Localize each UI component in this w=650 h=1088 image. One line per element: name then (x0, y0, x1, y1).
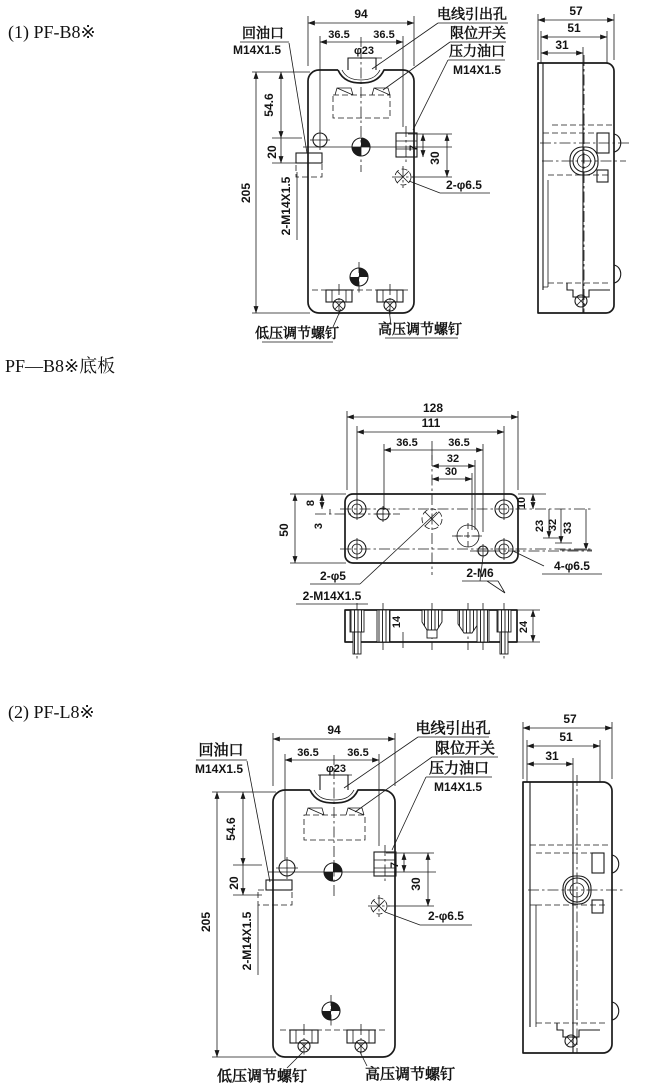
d2-label-low-screw: 低压调节螺钉 (216, 1068, 308, 1085)
d2-dim-7: 7 (389, 861, 401, 869)
d2-side-bottom-screw (557, 1023, 600, 1037)
d1-callout-limit-switch: 限位开关 (450, 25, 506, 41)
d2-side-dim-51: 51 (559, 730, 573, 744)
d1-label-low-screw: 低压调节螺钉 (255, 325, 339, 341)
d2-label-2m14: 2-M14X1.5 (240, 911, 254, 971)
baseplate-title: PF—B8※底板 (5, 356, 116, 376)
bp-dim-36-5-right: 36.5 (448, 437, 470, 449)
bp-dim-8: 8 (305, 499, 317, 507)
drawing2 (8, 702, 625, 1085)
d2-dim-36-5-left: 36.5 (297, 747, 319, 759)
d1-limit-switch-box (333, 95, 390, 118)
d1-high-pressure-screw (377, 284, 403, 315)
d2-dim-54-6: 54.6 (224, 817, 238, 841)
d2-callout-pressure-thread: M14X1.5 (433, 780, 483, 794)
d1-dim-36-5-left: 36.5 (328, 29, 350, 41)
d1-callout-return-thread: M14X1.5 (232, 43, 282, 57)
bp-callout-2phi5: 2-φ5 (320, 569, 346, 583)
d1-dim-30: 30 (428, 151, 442, 165)
d2-side-stud (592, 853, 604, 873)
baseplate (5, 356, 602, 660)
bp-dim-3: 3 (313, 522, 325, 530)
bp-dim-111: 111 (421, 416, 441, 430)
d1-front-view (296, 48, 452, 315)
bp-section-view (345, 603, 540, 660)
d2-dim-205: 205 (199, 911, 213, 933)
d1-side-bottom-screw (567, 283, 610, 297)
d2-dim-36-5-right: 36.5 (347, 747, 369, 759)
d2-callout-return-thread: M14X1.5 (194, 762, 244, 776)
d2-dim-30: 30 (409, 877, 423, 891)
d2-low-pressure-screw (290, 1024, 318, 1056)
d1-label-2m14: 2-M14X1.5 (279, 176, 293, 236)
d1-low-pressure-screw (326, 284, 352, 315)
d1-label-2phi65: 2-φ6.5 (446, 178, 482, 192)
d1-return-port (296, 153, 322, 163)
d1-callout-return-port: 回油口 (242, 25, 284, 41)
d1-side-outline (538, 63, 614, 313)
bp-dim-30: 30 (444, 466, 458, 478)
d2-callout-wire-hole: 电线引出孔 (415, 720, 491, 737)
bp-dim-r32: 32 (547, 518, 559, 532)
d1-mount-hole (392, 166, 414, 188)
bp-callout-2m6: 2-M6 (466, 566, 494, 580)
bp-dim-36-5-left: 36.5 (396, 437, 418, 449)
d2-label-high-screw: 高压调节螺钉 (364, 1066, 456, 1083)
d1-side-dim-57: 57 (569, 4, 583, 18)
d2-callout-return-port: 回油口 (198, 742, 244, 759)
bp-dim-128: 128 (422, 401, 444, 415)
d2-side-dim-57: 57 (563, 712, 577, 726)
bp-dim-50: 50 (277, 523, 291, 537)
d1-side-dim-51: 51 (567, 21, 581, 35)
bp-callout-4phi65: 4-φ6.5 (554, 559, 590, 573)
d1-callout-pressure-thread: M14X1.5 (452, 63, 502, 77)
bp-dim-32: 32 (446, 453, 460, 465)
d1-dim-36-5-right: 36.5 (373, 29, 395, 41)
d1-callout-pressure-port: 压力油口 (449, 43, 505, 59)
bp-dim-24: 24 (518, 620, 530, 634)
d2-limit-switch-box (304, 815, 365, 840)
drawing1-title: (1) PF-B8※ (8, 22, 96, 42)
d1-dim-205: 205 (239, 182, 253, 204)
bp-callout-2m14: 2-M14X1.5 (302, 589, 362, 603)
bp-dim-23: 23 (534, 519, 546, 533)
d1-dim-7: 7 (408, 144, 420, 152)
d2-side-dim-31: 31 (545, 749, 559, 763)
drawing1 (8, 4, 630, 342)
d2-dim-94: 94 (327, 723, 341, 737)
d2-callout-pressure-port: 压力油口 (428, 760, 490, 777)
bp-dim-14: 14 (391, 615, 403, 629)
d2-mount-hole (368, 895, 390, 917)
d1-dim-20: 20 (265, 145, 279, 159)
bp-dim-33: 33 (562, 521, 574, 535)
bp-dim-10: 10 (516, 496, 528, 510)
d2-label-2phi65: 2-φ6.5 (428, 909, 464, 923)
d2-side-view (523, 712, 625, 1053)
d1-dim-54-6: 54.6 (262, 93, 276, 117)
d2-high-pressure-screw (347, 1024, 375, 1056)
d1-notch-plug (348, 58, 376, 70)
bp-center-hole (422, 509, 442, 529)
d2-dim-20: 20 (227, 876, 241, 890)
d1-label-high-screw: 高压调节螺钉 (378, 321, 462, 337)
d2-dim-phi23: φ23 (325, 763, 347, 775)
bp-dimensions (277, 401, 592, 563)
d2-callout-limit-switch: 限位开关 (434, 740, 496, 757)
bp-plate-outline (345, 494, 518, 563)
d1-callout-wire-hole: 电线引出孔 (437, 6, 507, 22)
d1-dim-94: 94 (354, 7, 368, 21)
d1-side-dim-31: 31 (555, 38, 569, 52)
drawing2-title: (2) PF-L8※ (8, 702, 95, 722)
d1-dim-phi23: φ23 (353, 45, 375, 57)
d1-side-view (538, 4, 630, 313)
